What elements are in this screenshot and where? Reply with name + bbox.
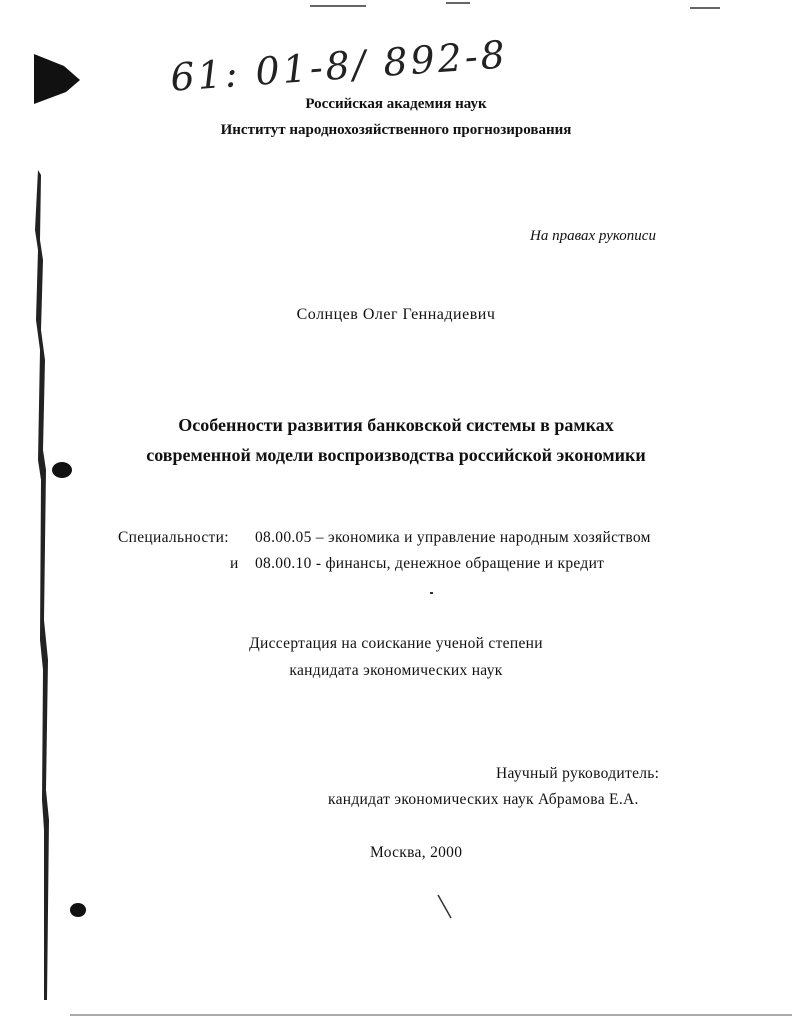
supervisor-label: Научный руководитель: (496, 765, 660, 782)
binding-hole-low (70, 903, 86, 917)
spec-and: и (230, 555, 239, 572)
title-line-2: современной модели воспроизводства российской экономики (146, 445, 646, 465)
degree-block (0, 630, 792, 684)
binding-edge (35, 170, 49, 1000)
institute-name: Институт народнохозяйственного прогнозирования (220, 122, 572, 138)
archive-code: 61: 01-8/ 892-8 (168, 32, 510, 100)
degree-line-1: Диссертация на соискание ученой степени (249, 635, 543, 652)
author-name: Солнцев Олег Геннадиевич (296, 306, 496, 323)
degree-line-2: кандидата экономических наук (289, 662, 503, 679)
city-year: Москва, 2000 (370, 844, 463, 861)
title-line-1: Особенности развития банковской системы в рамках (178, 415, 614, 435)
specialty-1: 08.00.05 – экономика и управление народным хозяйством (255, 529, 651, 546)
supervisor-name: кандидат экономических наук Абрамова Е.А. (328, 791, 639, 808)
spec-label: Специальности: (118, 529, 229, 546)
academy-name: Российская академия наук (305, 96, 487, 112)
specialty-2: 08.00.10 - финансы, денежное обращение и кредит (255, 555, 605, 572)
thesis-title (0, 410, 792, 470)
rights-note: На правах рукописи (530, 228, 656, 244)
tick-mark (438, 895, 451, 918)
